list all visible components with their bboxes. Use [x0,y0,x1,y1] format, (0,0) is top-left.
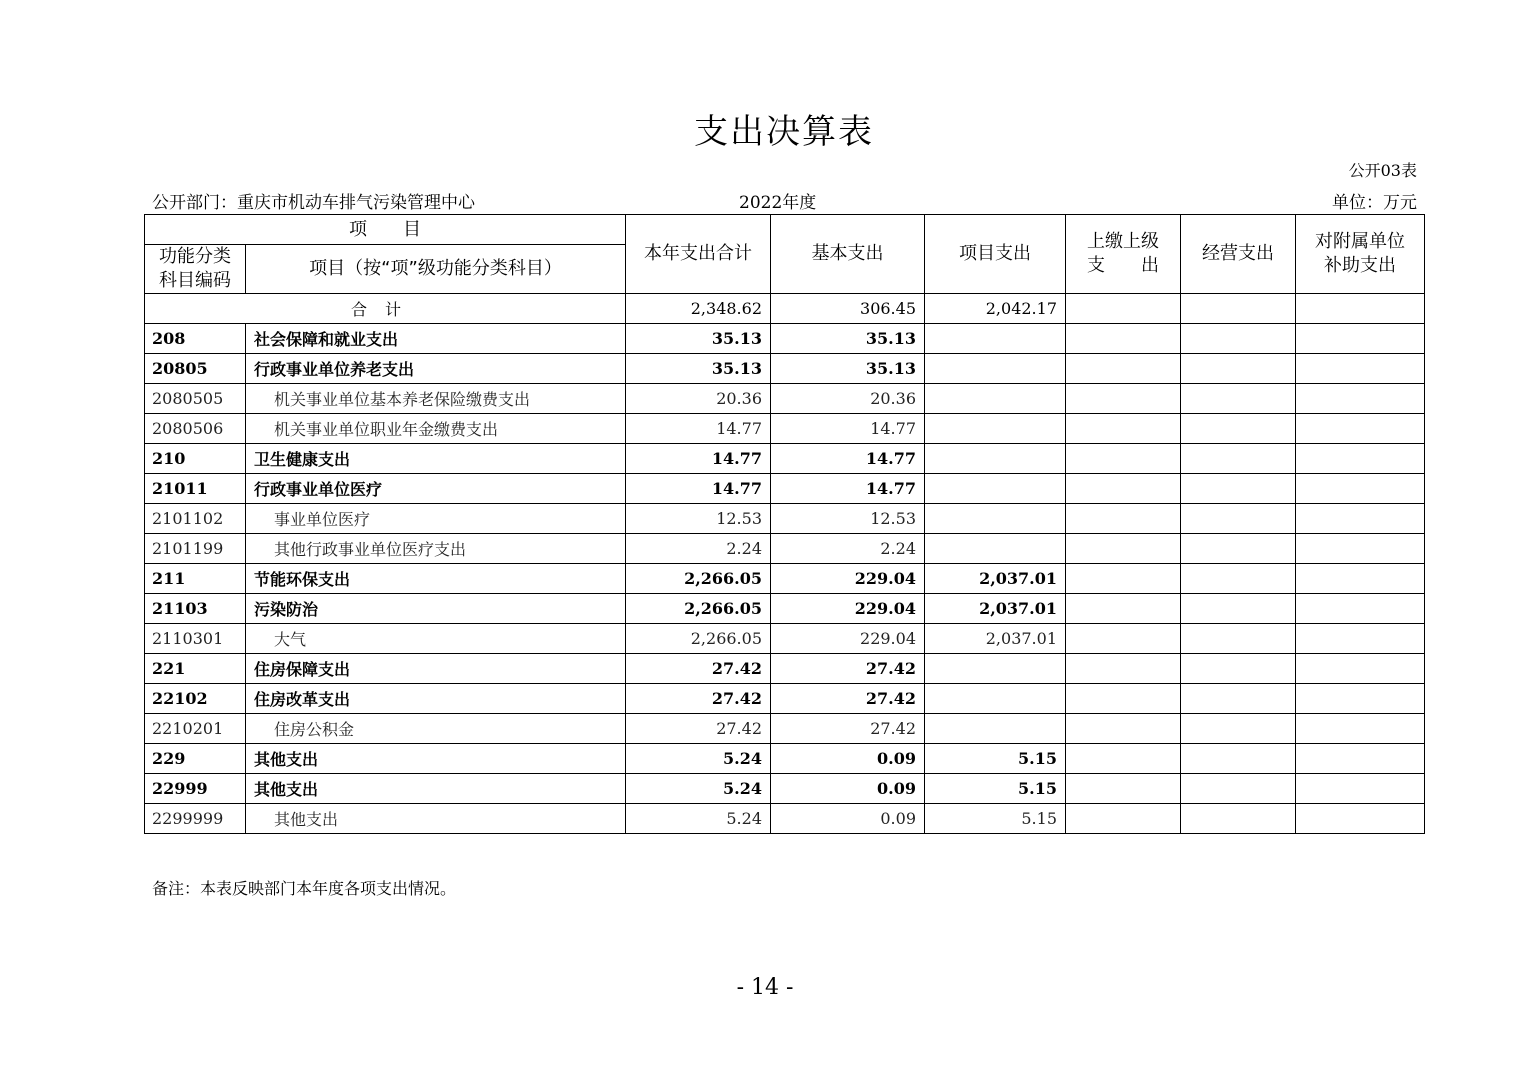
row-name: 节能环保支出 [246,564,626,594]
row-business [1181,474,1296,504]
total-basic: 306.45 [771,294,925,324]
header-code-label: 功能分类科目编码 [159,246,231,291]
row-basic: 229.04 [771,594,925,624]
row-code: 21103 [145,594,246,624]
row-basic: 35.13 [771,354,925,384]
row-basic: 0.09 [771,774,925,804]
row-total: 2.24 [626,534,771,564]
row-basic: 20.36 [771,384,925,414]
row-name: 卫生健康支出 [246,444,626,474]
row-basic: 27.42 [771,684,925,714]
row-project [925,534,1066,564]
footnote: 备注：本表反映部门本年度各项支出情况。 [152,879,457,898]
meta-line [152,188,1417,213]
row-basic: 14.77 [771,444,925,474]
table-row [145,384,1425,414]
table-row [145,504,1425,534]
row-project: 2,037.01 [925,624,1066,654]
row-project: 2,037.01 [925,594,1066,624]
row-name: 住房公积金 [246,714,626,744]
row-code: 22999 [145,774,246,804]
row-upper [1066,414,1181,444]
expenditure-table [144,214,1425,834]
row-code: 22102 [145,684,246,714]
row-code: 20805 [145,354,246,384]
row-code: 21011 [145,474,246,504]
row-subsidy [1296,564,1425,594]
page-title: 支出决算表 [694,112,874,152]
row-basic: 0.09 [771,804,925,834]
row-subsidy [1296,744,1425,774]
row-project [925,474,1066,504]
header-subsidy-label: 对附属单位补助支出 [1315,231,1405,276]
row-business [1181,654,1296,684]
row-upper [1066,504,1181,534]
row-subsidy [1296,714,1425,744]
row-business [1181,444,1296,474]
row-business [1181,714,1296,744]
row-business [1181,744,1296,774]
table-row [145,354,1425,384]
form-number: 公开03表 [1348,161,1417,180]
row-business [1181,564,1296,594]
table-row [145,774,1425,804]
table-row [145,654,1425,684]
row-project: 5.15 [925,774,1066,804]
row-basic: 229.04 [771,624,925,654]
row-code: 2080506 [145,414,246,444]
row-subsidy [1296,414,1425,444]
row-name: 事业单位医疗 [246,504,626,534]
table-row [145,594,1425,624]
row-business [1181,384,1296,414]
header-upper [1066,215,1181,294]
row-upper [1066,684,1181,714]
row-upper [1066,354,1181,384]
row-code: 2110301 [145,624,246,654]
row-business [1181,534,1296,564]
row-subsidy [1296,624,1425,654]
row-total: 35.13 [626,324,771,354]
row-upper [1066,444,1181,474]
row-subsidy [1296,804,1425,834]
row-subsidy [1296,444,1425,474]
row-code: 208 [145,324,246,354]
row-basic: 12.53 [771,504,925,534]
row-total: 12.53 [626,504,771,534]
row-total: 2,266.05 [626,564,771,594]
row-basic: 0.09 [771,744,925,774]
page-number: - 14 - [736,975,794,1000]
table-row [145,684,1425,714]
row-project [925,654,1066,684]
row-basic: 14.77 [771,414,925,444]
header-subsidy [1296,215,1425,294]
row-name: 污染防治 [246,594,626,624]
row-subsidy [1296,504,1425,534]
row-subsidy [1296,684,1425,714]
row-upper [1066,324,1181,354]
row-subsidy [1296,594,1425,624]
row-name: 其他行政事业单位医疗支出 [246,534,626,564]
row-project [925,684,1066,714]
table-row [145,414,1425,444]
header-total: 本年支出合计 [626,215,771,294]
row-upper [1066,564,1181,594]
row-subsidy [1296,384,1425,414]
total-row [145,294,1425,324]
fiscal-year: 2022年度 [739,193,817,213]
row-subsidy [1296,534,1425,564]
row-code: 221 [145,654,246,684]
row-total: 2,266.05 [626,624,771,654]
row-code: 210 [145,444,246,474]
row-upper [1066,534,1181,564]
table-row [145,534,1425,564]
row-business [1181,804,1296,834]
row-total: 27.42 [626,714,771,744]
row-name: 住房改革支出 [246,684,626,714]
row-total: 27.42 [626,654,771,684]
row-subsidy [1296,474,1425,504]
row-total: 14.77 [626,414,771,444]
header-item: 项 目 [145,215,626,245]
row-project [925,444,1066,474]
row-name: 行政事业单位医疗 [246,474,626,504]
row-business [1181,684,1296,714]
header-business: 经营支出 [1181,215,1296,294]
row-project [925,324,1066,354]
row-basic: 27.42 [771,654,925,684]
table-row [145,624,1425,654]
row-project [925,384,1066,414]
row-business [1181,324,1296,354]
row-business [1181,774,1296,804]
row-business [1181,624,1296,654]
unit-label: 单位：万元 [1332,193,1417,213]
department-label: 公开部门：重庆市机动车排气污染管理中心 [152,193,475,213]
row-project [925,354,1066,384]
row-project [925,714,1066,744]
row-upper [1066,744,1181,774]
table-row [145,444,1425,474]
row-business [1181,354,1296,384]
table-row [145,564,1425,594]
row-basic: 14.77 [771,474,925,504]
row-code: 2080505 [145,384,246,414]
header-upper-label: 上缴上级支 出 [1087,231,1159,276]
row-project [925,414,1066,444]
row-total: 14.77 [626,474,771,504]
row-total: 5.24 [626,804,771,834]
row-business [1181,414,1296,444]
row-name: 其他支出 [246,744,626,774]
row-project: 5.15 [925,744,1066,774]
total-amount: 2,348.62 [626,294,771,324]
header-project: 项目支出 [925,215,1066,294]
row-name: 机关事业单位基本养老保险缴费支出 [246,384,626,414]
row-total: 27.42 [626,684,771,714]
row-total: 20.36 [626,384,771,414]
row-upper [1066,654,1181,684]
row-project [925,504,1066,534]
header-basic: 基本支出 [771,215,925,294]
table-row [145,324,1425,354]
row-upper [1066,624,1181,654]
row-basic: 2.24 [771,534,925,564]
row-total: 14.77 [626,444,771,474]
total-project: 2,042.17 [925,294,1066,324]
row-project: 2,037.01 [925,564,1066,594]
row-code: 2210201 [145,714,246,744]
row-upper [1066,774,1181,804]
row-name: 社会保障和就业支出 [246,324,626,354]
table-row [145,474,1425,504]
row-subsidy [1296,774,1425,804]
row-subsidy [1296,654,1425,684]
row-subsidy [1296,324,1425,354]
row-name: 大气 [246,624,626,654]
row-upper [1066,594,1181,624]
table-row [145,744,1425,774]
row-upper [1066,714,1181,744]
header-code [145,245,246,294]
table-row [145,714,1425,744]
total-upper [1066,294,1181,324]
header-item-name: 项目（按“项”级功能分类科目） [246,245,626,294]
row-total: 5.24 [626,774,771,804]
row-code: 2101102 [145,504,246,534]
total-subsidy [1296,294,1425,324]
row-basic: 229.04 [771,564,925,594]
table-row [145,804,1425,834]
row-code: 229 [145,744,246,774]
row-code: 2101199 [145,534,246,564]
row-upper [1066,474,1181,504]
row-name: 机关事业单位职业年金缴费支出 [246,414,626,444]
row-name: 行政事业单位养老支出 [246,354,626,384]
total-label: 合计 [145,294,626,324]
row-total: 5.24 [626,744,771,774]
row-code: 2299999 [145,804,246,834]
row-business [1181,504,1296,534]
row-code: 211 [145,564,246,594]
total-business [1181,294,1296,324]
row-upper [1066,804,1181,834]
row-basic: 27.42 [771,714,925,744]
row-basic: 35.13 [771,324,925,354]
row-upper [1066,384,1181,414]
row-total: 2,266.05 [626,594,771,624]
row-total: 35.13 [626,354,771,384]
row-name: 其他支出 [246,774,626,804]
row-business [1181,594,1296,624]
row-project: 5.15 [925,804,1066,834]
row-name: 其他支出 [246,804,626,834]
row-name: 住房保障支出 [246,654,626,684]
row-subsidy [1296,354,1425,384]
